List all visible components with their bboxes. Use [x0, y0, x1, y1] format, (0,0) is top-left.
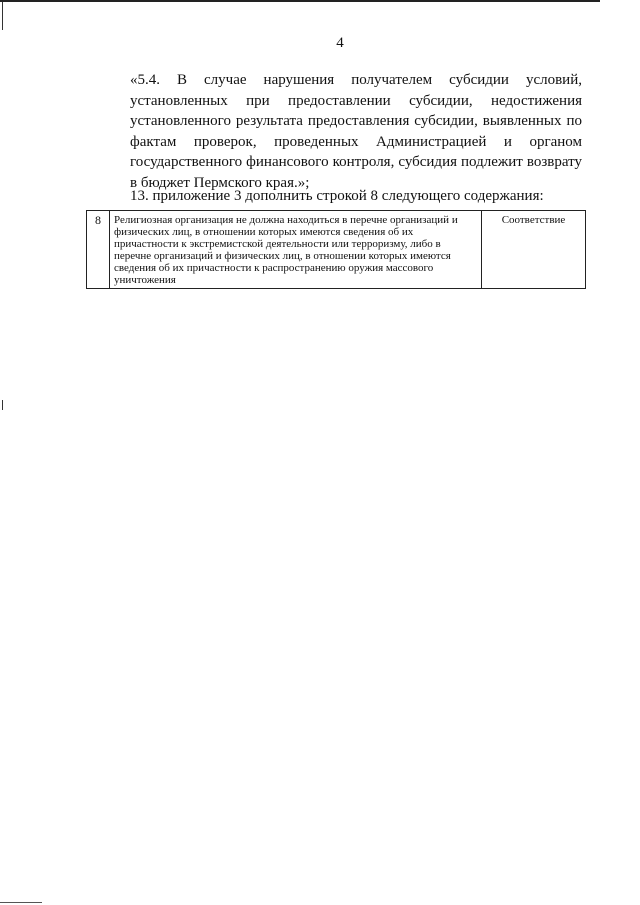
row-status-cell: Соответствие	[482, 211, 586, 289]
row-description-cell: Религиозная организация не должна находиться в перечне организаций и физических лиц, в отношении которых имеются сведения об их причастности к экстремистской деятельности или терроризму, либо в перечне организаций и физических лиц, в отношении которых имеются сведения об их причастности к распространению оружия массового уничтожения	[110, 211, 482, 289]
appendix-table	[86, 210, 586, 289]
top-scan-edge	[0, 0, 600, 2]
paragraph-item-13: 13. приложение 3 дополнить строкой 8 следующего содержания:	[130, 188, 544, 204]
left-margin-mark	[2, 2, 3, 30]
table-row	[87, 211, 586, 289]
bottom-scan-edge	[0, 902, 42, 903]
paragraph-text: «5.4. В случае нарушения получателем субсидии условий, установленных при предоставлении субсидии, недостижения установленного результата предоставления субсидии, выявленных по фактам проверок, проведенных Администрацией и органом государственного финансового контроля, субсидия подлежит возврату в бюджет Пермского края.»;	[130, 72, 582, 191]
paragraph-amendment-5-4	[90, 70, 582, 193]
row-number-cell: 8	[87, 211, 110, 289]
left-margin-mark	[2, 400, 3, 410]
page-number: 4	[336, 35, 344, 51]
